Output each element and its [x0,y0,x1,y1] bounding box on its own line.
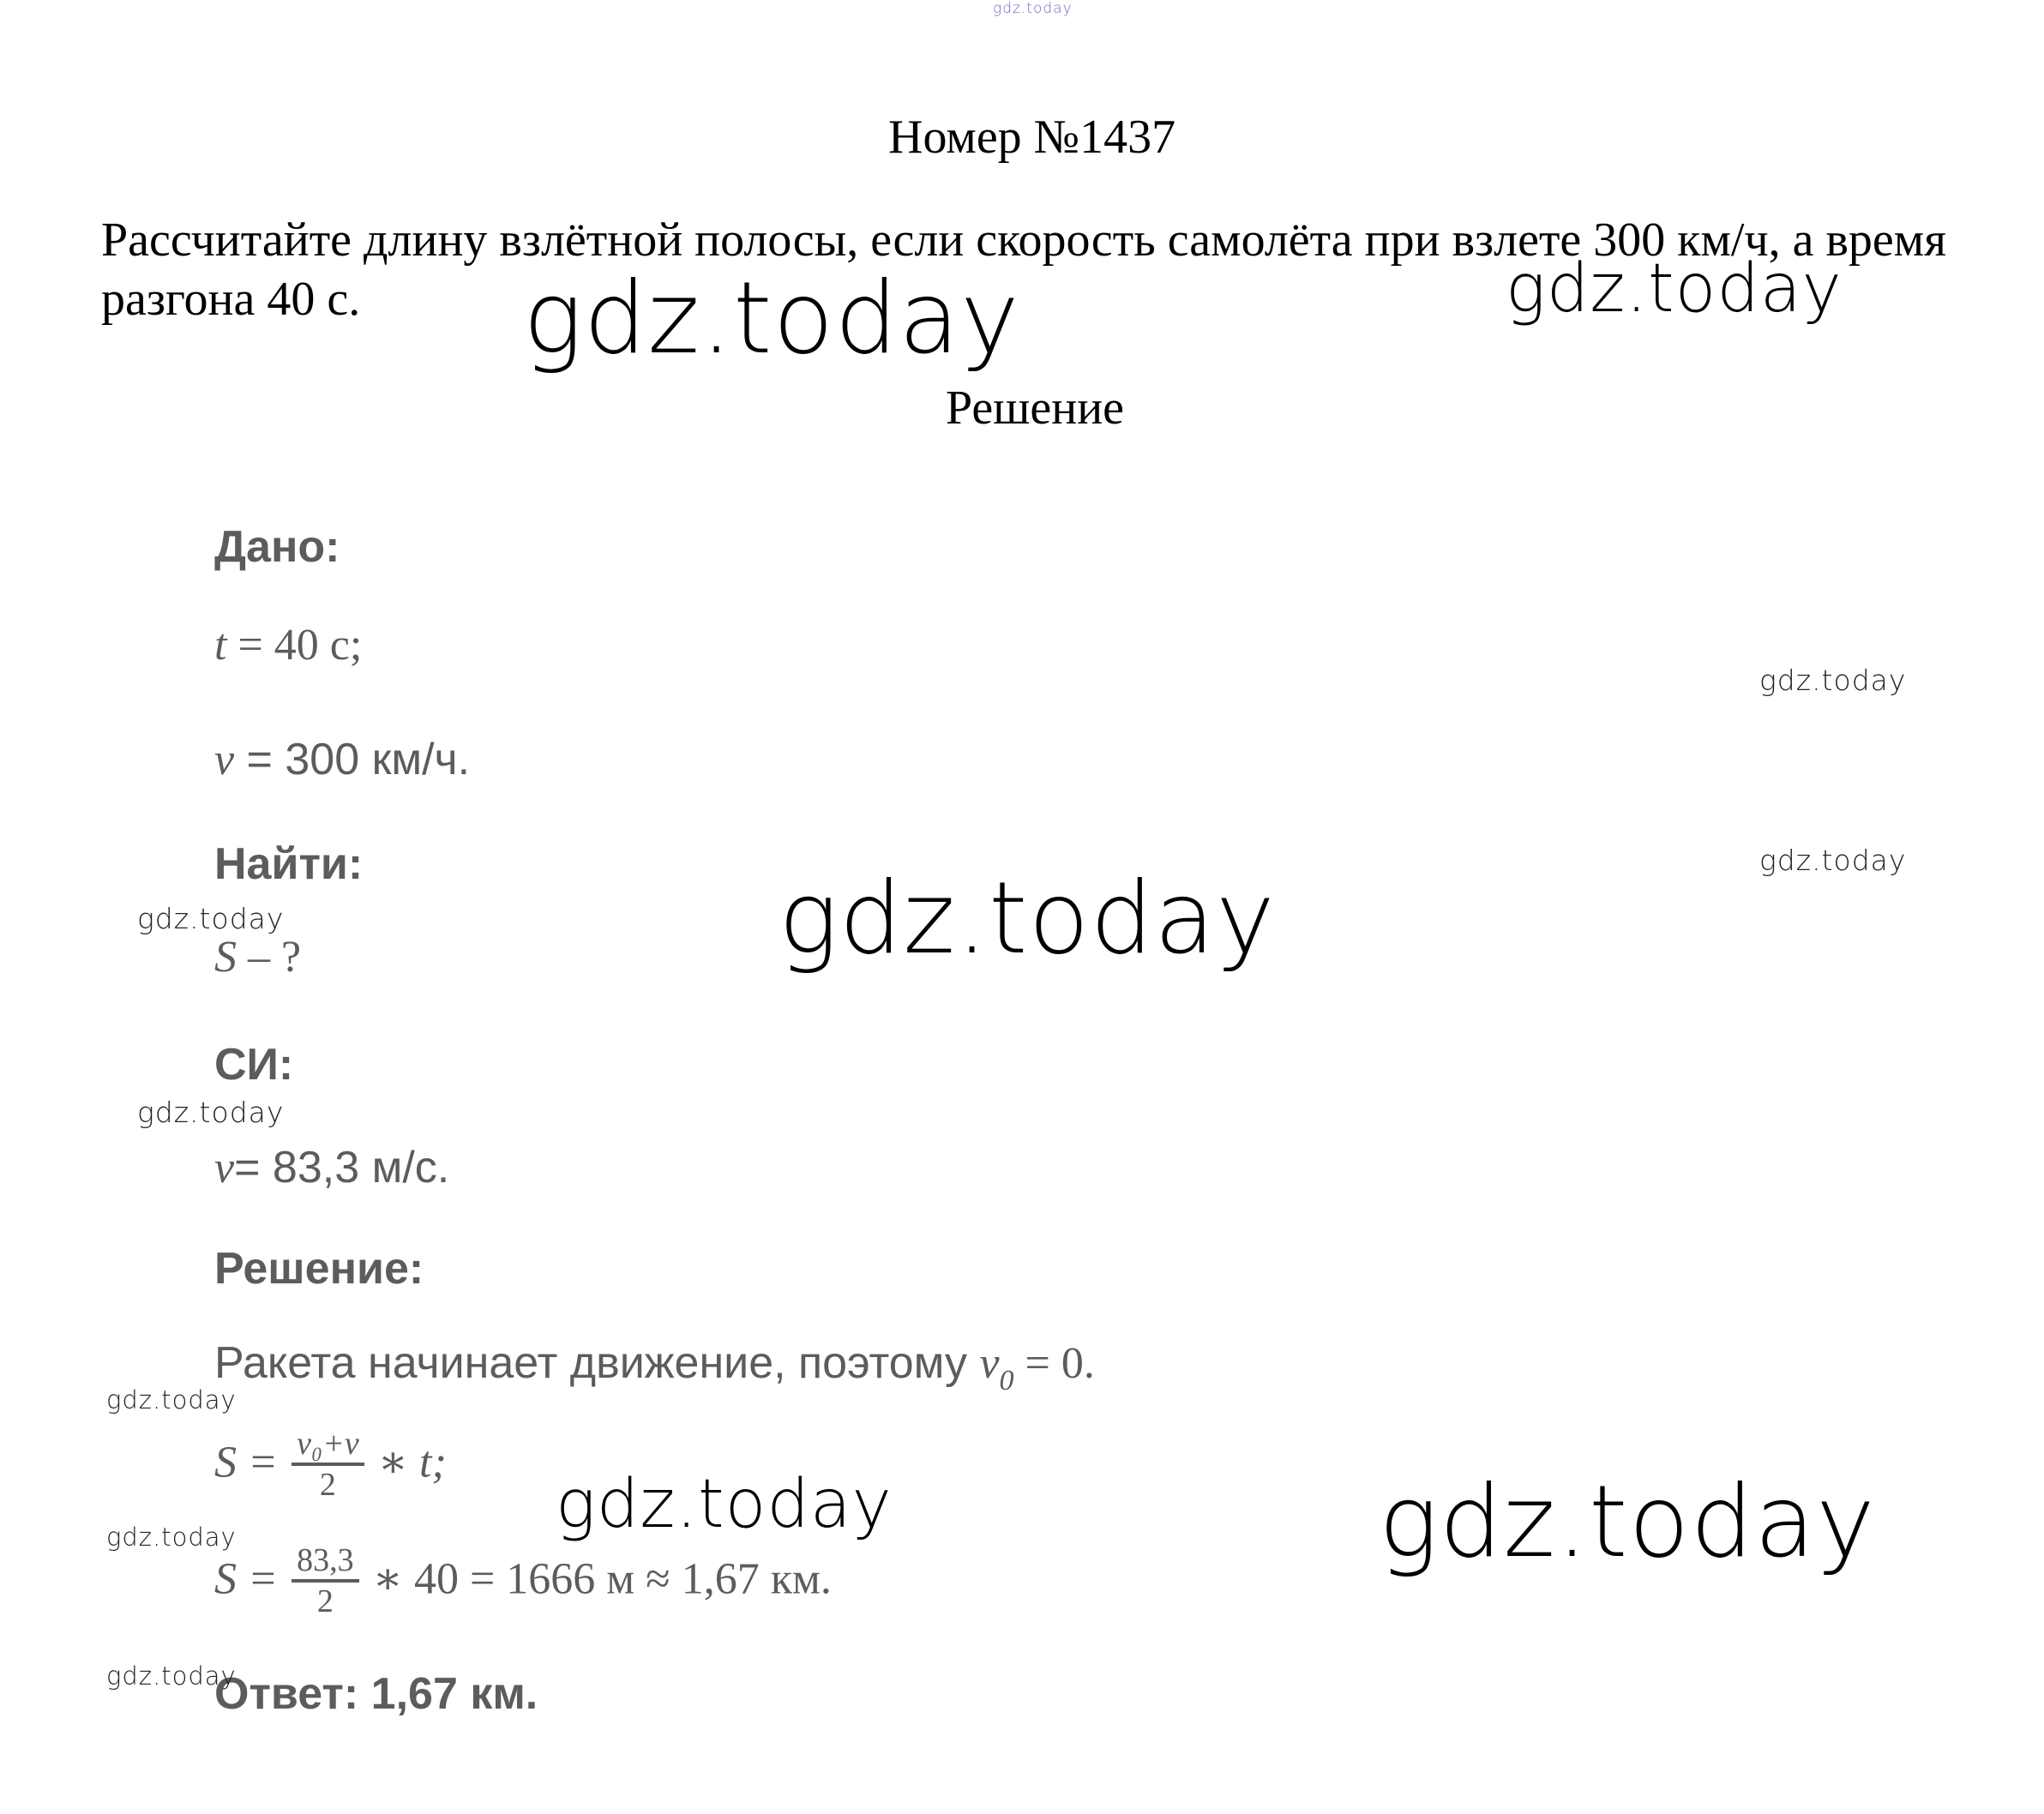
watermark: gdz.today [106,1523,237,1552]
given-speed-value: = 300 км/ч. [234,735,471,784]
given-speed-var: v [214,736,235,784]
start-var: v [979,1339,1000,1388]
watermark: gdz.today [779,861,1276,976]
formula-denominator: 2 [319,1467,336,1503]
start-rest: = 0. [1013,1339,1095,1388]
start-condition [214,1337,1095,1397]
find-label: Найти: [214,839,364,889]
find-target [214,931,301,982]
watermark-top: gdz.today [993,0,1073,17]
watermark: gdz.today [137,1096,285,1129]
find-rest: – ? [237,933,302,982]
watermark: gdz.today [556,1466,893,1543]
calc-rest: ∗ 40 = 1666 м ≈ 1,67 км. [372,1554,832,1604]
si-speed-var: v [214,1144,235,1192]
watermark: gdz.today [106,1385,237,1415]
formula-line [214,1427,447,1504]
problem-text: Рассчитайте длину взлётной полосы, если скорость самолёта при взлете 300 км/ч, а время разгона 40 с. [101,213,1946,326]
watermark: gdz.today [1379,1464,1876,1580]
formula-numerator: v₀+v [292,1427,364,1466]
solution-heading: Решение [946,381,1125,435]
given-speed [214,734,470,785]
calc-lhs: S = [214,1554,279,1604]
watermark: gdz.today [1506,250,1843,327]
calc-line [214,1543,832,1620]
watermark: gdz.today [1759,664,1907,697]
watermark: gdz.today [106,1661,237,1691]
calc-numerator: 83,3 [292,1543,359,1583]
formula-lhs: S = [214,1438,279,1487]
si-speed [214,1142,449,1193]
start-sub: 0 [999,1365,1014,1397]
solution-label: Решение: [214,1244,424,1294]
watermark: gdz.today [1759,844,1907,877]
given-time [214,619,362,670]
given-label: Дано: [214,522,340,572]
find-var: S [214,933,237,982]
watermark: gdz.today [137,902,285,935]
page-title: Номер №1437 [888,111,1176,164]
si-speed-value: = 83,3 м/с. [234,1143,450,1192]
formula-fraction [292,1427,364,1504]
start-text: Ракета начинает движение, поэтому [214,1338,980,1388]
watermark: gdz.today [523,261,1020,376]
given-time-var: t [214,621,227,670]
calc-fraction [292,1543,359,1620]
si-label: СИ: [214,1040,294,1090]
formula-rest: ∗ t; [377,1438,447,1487]
calc-denominator: 2 [316,1583,334,1619]
answer: Ответ: 1,67 км. [214,1669,538,1719]
given-time-value: = 40 с; [226,621,363,670]
